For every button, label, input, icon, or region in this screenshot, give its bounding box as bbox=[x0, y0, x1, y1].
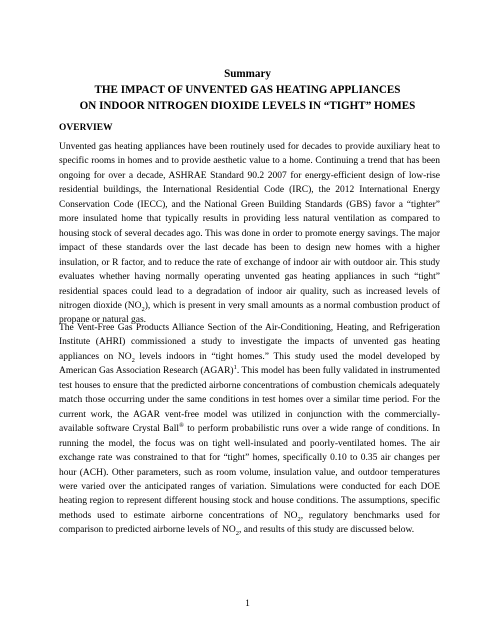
paragraph-1-text-b: ), which is present in very small amounts as a normal combustion product of propane or natural gas. bbox=[59, 300, 440, 326]
paragraph-2-text-b: levels indoors in “tight homes.” This study used the model developed by American Gas Association Research (AGAR) bbox=[59, 351, 440, 377]
page-number: 1 bbox=[245, 599, 250, 609]
paragraph-2-text-a: The Vent-Free Gas Products Alliance Section of the Air-Conditioning, Heating, and Refrigeration Institute (AHRI) commissioned a study to investigate the impacts of unvented gas heating appliances on NO bbox=[59, 323, 440, 362]
paragraph-2-text-e: , regulatory benchmarks used for comparison to predicted airborne levels of NO bbox=[59, 510, 440, 536]
registered-mark: ® bbox=[179, 422, 184, 430]
document-title-line-1: THE IMPACT OF UNVENTED GAS HEATING APPLIANCES bbox=[94, 84, 401, 96]
no2-subscript: 2 bbox=[141, 305, 145, 313]
paragraph-2-text-f: , and results of this study are discussed below. bbox=[239, 525, 415, 536]
no2-subscript: 2 bbox=[131, 356, 135, 364]
no2-subscript: 2 bbox=[235, 530, 239, 538]
paragraph-2-text-d: to perform probabilistic runs over a wide range of conditions. In running the model, the focus was on tight well-insulated and poorly-ventilated homes. The air exchange rate was constrained to that for “tight” homes, specifically 0.10 to 0.35 air changes per hour (ACH). Other parameters, such as room volume, insulation value, and outdoor temperatures were varied over the anticipated ranges of variation. Simulations were conducted for each DOE heating region to represent different housing stock and house conditions. The assumptions, specific methods used to estimate airborne concentrations of NO bbox=[59, 424, 440, 521]
summary-label: Summary bbox=[224, 68, 271, 80]
paragraph-1-text-a: Unvented gas heating appliances have been routinely used for decades to provide auxiliary heat to specific rooms in homes and to provide aesthetic value to a home. Continuing a trend that has been ongoing for over a decade, ASHRAE Standard 90.2 2007 for energy-efficient design of low-rise residential buildings, the International Residential Code (IRC), the 2012 International Energy Conservation Code (IECC), and the National Green Building Standards (GBS) favor a “tighter” more insulated home that typically results in providing less natural ventilation as compared to housing stock of several decades ago. This was done in order to promote energy savings. The major impact of these standards over the last decade has been to design new homes with a higher insulation, or R factor, and to reduce the rate of exchange of indoor air with outdoor air. This study evaluates whether having normally operating unvented gas heating appliances in such “tight” residential spaces could lead to a degradation of indoor air quality, such as increased levels of nitrogen dioxide (NO bbox=[59, 142, 440, 311]
overview-paragraph-2 bbox=[59, 321, 440, 538]
overview-paragraph-1 bbox=[59, 140, 440, 328]
paragraph-2-text-c: . This model has been fully validated in instrumented test houses to ensure that the predicted airborne concentrations of combustion chemicals adequately match those occurring under the same conditions in test homes over a similar time period. For the current work, the AGAR vent-free model was utilized in conjunction with the commercially-available software Crystal Ball bbox=[59, 366, 441, 435]
section-heading-overview: OVERVIEW bbox=[59, 123, 113, 133]
document-title-line-2: ON INDOOR NITROGEN DIOXIDE LEVELS IN “TIGHT” HOMES bbox=[79, 100, 416, 112]
footnote-marker: 1 bbox=[233, 364, 237, 372]
document-title-block bbox=[40, 66, 455, 114]
no2-subscript: 2 bbox=[297, 515, 301, 523]
